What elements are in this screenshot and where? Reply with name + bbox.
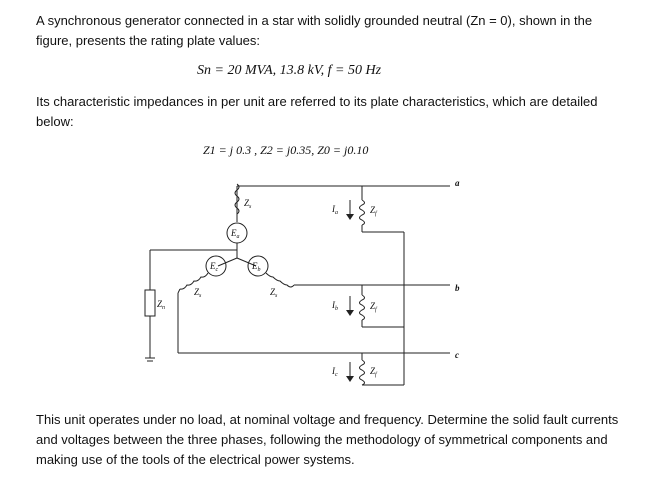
zf-coil-b xyxy=(360,295,365,320)
terminal-b-label: b xyxy=(455,283,460,293)
label-zs-c: $Z_s$ xyxy=(194,287,202,299)
zf-coil-c xyxy=(360,360,365,385)
label-zf-c: $Z_f$ xyxy=(370,366,377,378)
label-zf-b: $Z_f$ xyxy=(370,301,377,313)
label-zs-a: $Z_s$ xyxy=(244,198,252,210)
label-ic: $I_c$ xyxy=(332,366,338,378)
label-zn: $Z_n$ xyxy=(157,299,166,311)
task-statement: This unit operates under no load, at nominal voltage and frequency. Determine the solid fault currents and voltages between the three phases, following the methodology of symmetrical components and making use of the tools of the electrical power systems. xyxy=(36,412,619,467)
terminal-a-label: a xyxy=(455,178,460,188)
zn-impedance-box xyxy=(145,290,155,316)
problem-intro: A synchronous generator connected in a star with solidly grounded neutral (Zn = 0), shown in the figure, presents the rating plate values: xyxy=(36,13,593,48)
ec-source-circle xyxy=(206,256,226,276)
impedance-values-formula: Z1 = j 0.3 , Z2 = j0.35, Z0 = j0.10 xyxy=(203,143,369,157)
ea-source-circle xyxy=(227,223,247,243)
zf-coil-a xyxy=(360,200,365,225)
eb-source-circle xyxy=(248,256,268,276)
zs-coil-b xyxy=(266,273,294,287)
impedance-intro: Its characteristic impedances in per unit are referred to its plate characteristics, which are detailed below: xyxy=(36,94,598,129)
label-ec: $E_c$ xyxy=(210,261,219,273)
label-ib: $I_b$ xyxy=(332,300,338,312)
rating-plate-formula: Sn = 20 MVA, 13.8 kV, f = 50 Hz xyxy=(197,63,382,78)
generator-fault-circuit-diagram xyxy=(140,170,470,400)
label-ia: $I_a$ xyxy=(332,204,338,216)
label-ea: $E_a$ xyxy=(231,228,240,240)
terminal-c-label: c xyxy=(455,350,459,360)
label-zf-a: $Z_f$ xyxy=(370,205,377,217)
label-eb: $E_b$ xyxy=(252,261,261,273)
label-zs-b: $Z_s$ xyxy=(270,287,278,299)
